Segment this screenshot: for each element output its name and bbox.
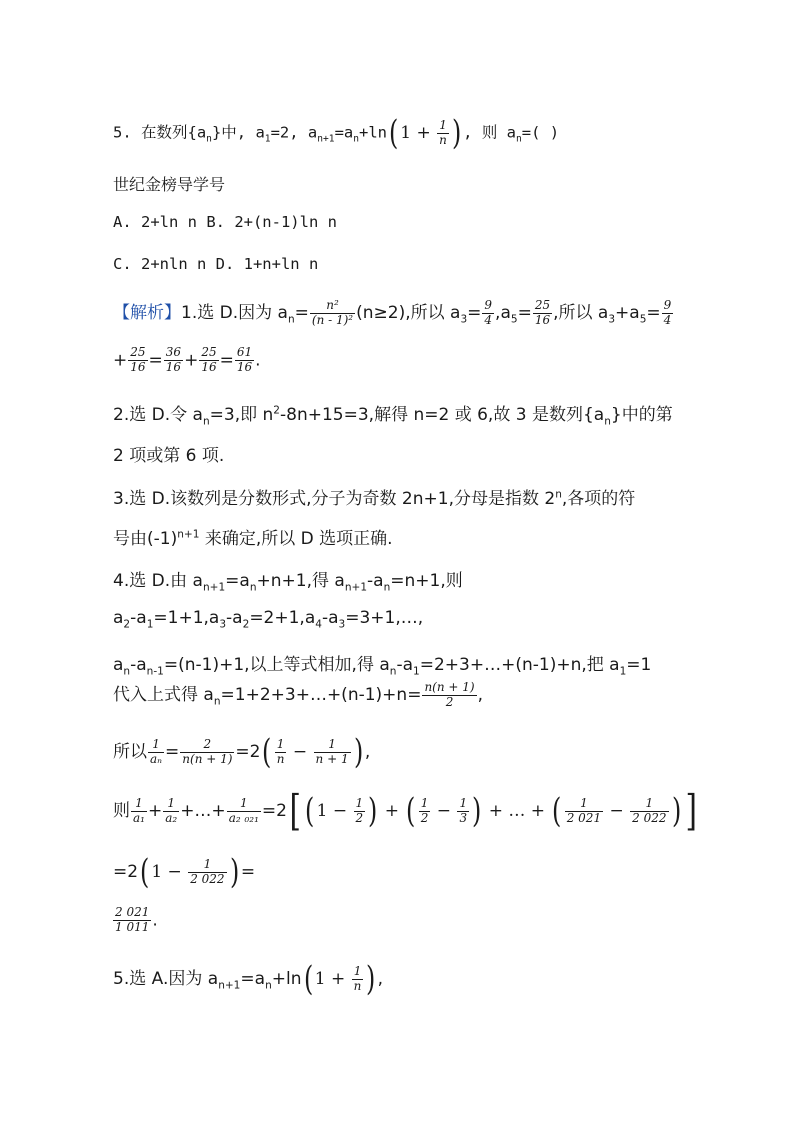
text: =n+1,则 [390, 571, 463, 591]
frac-num: 1 [439, 117, 447, 132]
frac-den: a₂ [165, 810, 178, 825]
frac-num: 9 [484, 297, 493, 312]
frac-den: 2 [422, 695, 476, 710]
text: = [467, 303, 482, 323]
fraction [354, 797, 366, 826]
solution-5-line-1 [113, 959, 384, 999]
plus: + [379, 801, 405, 821]
sub: n+1 [344, 581, 368, 594]
text: =1+2+3+…+(n-1)+n= [220, 685, 422, 705]
text: , [477, 685, 483, 705]
sub: 1 [146, 618, 154, 631]
paren: ( [140, 852, 150, 892]
frac-den: n [439, 132, 447, 147]
frac-den: 4 [484, 312, 493, 327]
stem-sub: n+1 [317, 133, 335, 145]
frac-num: 1 [328, 736, 336, 751]
stem-fraction [437, 119, 449, 148]
stem-sub: n [206, 133, 212, 145]
solution-2-line-2: 2 项或第 6 项. [113, 446, 225, 466]
minus: − [287, 742, 313, 762]
paren: ) [368, 791, 378, 831]
fraction [163, 797, 179, 826]
text: = [219, 350, 234, 371]
fraction [630, 797, 668, 826]
fraction [419, 797, 431, 826]
stem-text: =a [334, 123, 354, 142]
text: = [165, 742, 180, 762]
text: = [517, 303, 532, 323]
frac-num: 1 [645, 795, 654, 810]
sub: n [389, 665, 397, 678]
text: = [148, 350, 163, 371]
fraction [180, 738, 234, 767]
solution-4-line-2 [113, 608, 423, 630]
sup: 2 [273, 404, 280, 417]
bracket: ] [685, 786, 697, 835]
text: = [294, 303, 309, 323]
analysis-tag: 【解析】 [113, 303, 181, 323]
text: -a [321, 608, 339, 628]
text: (n≥2),所以 a [356, 303, 461, 323]
text: =2+3+…+(n-1)+n,把 a [419, 655, 620, 675]
text: ,各项的符 [561, 489, 636, 509]
text: 3.选 D.该数列是分数形式,分子为奇数 2n+1,分母是指数 2 [113, 489, 556, 509]
text: =2+1,a [249, 608, 316, 628]
sub: 3 [338, 618, 346, 631]
frac-den: 2 022 [190, 871, 225, 886]
text: =3+1,…, [345, 608, 424, 628]
stem-text: 5. 在数列{a [113, 123, 207, 142]
frac-den: a₁ [133, 810, 145, 825]
sub: 1 [413, 665, 420, 678]
text: -a [396, 655, 414, 675]
text: + [147, 801, 163, 821]
text: a [113, 608, 124, 628]
solution-3-line-2 [113, 524, 393, 549]
options-row-1: A. 2+ln n B. 2+(n-1)ln n [113, 213, 337, 231]
sub: n [202, 415, 210, 428]
fraction [113, 906, 151, 935]
sub: n [604, 415, 611, 428]
sub: n+1 [202, 581, 226, 594]
text: -a [226, 608, 243, 628]
sub: n [213, 695, 221, 708]
paren: ) [472, 791, 482, 831]
frac-den: n [276, 751, 285, 766]
math-text: 1 − [316, 801, 353, 821]
frac-den: 16 [130, 359, 146, 374]
paren: ( [389, 113, 399, 153]
solution-1-line-2 [113, 346, 261, 375]
text: =a [225, 571, 250, 591]
sub: 5 [639, 313, 647, 326]
text: +n+1,得 a [256, 571, 345, 591]
fraction [533, 299, 552, 328]
frac-num: 1 [420, 795, 429, 810]
frac-num: 1 [152, 736, 160, 751]
text: -a [130, 655, 147, 675]
paren: ( [406, 791, 416, 831]
frac-den: 4 [663, 312, 672, 327]
sub: 3 [460, 313, 468, 326]
paren: ) [229, 852, 239, 892]
text: 5.选 A.因为 a [113, 969, 219, 989]
text: 所以 [113, 742, 147, 762]
text: -a [130, 608, 147, 628]
text: 2.选 D.令 a [113, 405, 203, 425]
solution-4-line-3 [113, 650, 651, 677]
solution-4-line-8 [113, 906, 158, 935]
solution-2-line-1 [113, 400, 673, 427]
text: = [646, 303, 661, 323]
sub: n [287, 313, 295, 326]
math-text: 1 + [314, 969, 351, 989]
frac-num: 25 [201, 345, 217, 359]
frac-num: 1 [276, 736, 285, 751]
sub: n [265, 979, 272, 992]
fraction [314, 738, 351, 767]
paren: ) [366, 959, 376, 999]
sub: 3 [608, 313, 616, 326]
sub: 2 [123, 618, 131, 631]
frac-den: 16 [236, 359, 253, 374]
frac-den: 2 [420, 810, 429, 825]
frac-den: 2 021 [566, 810, 602, 825]
fraction [310, 299, 355, 328]
options-row-2: C. 2+nln n D. 1+n+ln n [113, 255, 319, 273]
frac-num: 36 [165, 345, 182, 359]
sub: 2 [242, 618, 250, 631]
frac-den: a₂ ₀₂₁ [228, 810, 259, 825]
fraction [164, 346, 183, 375]
stem-text: =2, a [270, 123, 318, 142]
text: + [113, 350, 128, 371]
text: =2 [113, 862, 139, 882]
text: =(n-1)+1,以上等式相加,得 a [163, 655, 390, 675]
frac-den: n(n + 1) [182, 751, 233, 766]
text: }中的第 [610, 405, 673, 425]
frac-den: 16 [165, 359, 182, 374]
math-text: 1 − [151, 862, 188, 882]
source-label: 世纪金榜导学号 [113, 175, 226, 194]
frac-den: 2 022 [632, 810, 667, 825]
frac-num: n² [326, 297, 339, 312]
frac-num: 1 [167, 795, 176, 810]
stem-text: }中, a [211, 123, 265, 142]
stem-sub: n [515, 133, 522, 145]
paren: ( [303, 959, 313, 999]
text: 号由(-1) [113, 529, 178, 549]
text: =1 [626, 655, 652, 675]
text: 4.选 D.由 a [113, 571, 203, 591]
text: =2 [235, 742, 261, 762]
frac-num: 25 [534, 297, 551, 312]
sub: n [383, 581, 391, 594]
frac-num: 61 [236, 345, 253, 359]
fraction [275, 738, 287, 767]
frac-den: 1 011 [115, 919, 150, 934]
fraction [422, 681, 476, 710]
stem-text: =( ) [521, 123, 560, 142]
text: ,a [495, 303, 511, 323]
paren: ) [671, 791, 681, 831]
fraction [352, 965, 364, 994]
text: =1+1,a [153, 608, 220, 628]
sub: n+1 [218, 979, 241, 992]
paren: ( [262, 732, 272, 772]
text: -a [367, 571, 384, 591]
solution-4-line-5 [113, 732, 371, 772]
text: +…+ [180, 801, 226, 821]
frac-den: aₙ [150, 751, 163, 766]
frac-num: n(n + 1) [424, 679, 475, 694]
stem-text: , 则 a [463, 123, 516, 142]
solution-4-line-7 [113, 852, 256, 892]
paren: ) [451, 113, 462, 153]
text: +ln [271, 969, 302, 989]
text: 来确定,所以 D 选项正确. [199, 529, 393, 549]
text: =2 [261, 801, 287, 821]
frac-den: 3 [459, 810, 468, 825]
frac-num: 1 [135, 795, 143, 810]
frac-num: 1 [580, 795, 588, 810]
frac-num: 9 [663, 297, 672, 312]
frac-den: n + 1 [315, 751, 349, 766]
text: = [240, 862, 256, 882]
text: a [113, 655, 124, 675]
stem-text: +ln [359, 123, 388, 142]
stem-sub: 1 [264, 133, 271, 145]
text: + [184, 350, 199, 371]
paren: ) [353, 732, 363, 772]
text: ,所以 a [553, 303, 609, 323]
frac-num: 2 021 [115, 905, 150, 919]
text: 则 [113, 801, 130, 821]
question-stem [113, 113, 560, 153]
minus: − [431, 801, 457, 821]
text: =3,即 n [209, 405, 274, 425]
frac-den: 16 [201, 359, 217, 374]
fraction [457, 797, 469, 826]
frac-num: 1 [203, 856, 212, 871]
fraction [565, 797, 603, 826]
frac-num: 1 [239, 795, 248, 810]
fraction [128, 346, 147, 375]
frac-den: (n - 1)² [311, 312, 354, 327]
sub: n [249, 581, 257, 594]
paren: ( [552, 791, 562, 831]
sub: n-1 [146, 665, 164, 678]
fraction [482, 299, 494, 328]
bracket: [ [289, 786, 301, 835]
sup: n [555, 488, 562, 501]
paren: ( [305, 791, 315, 831]
sub: n [123, 665, 131, 678]
stem-math: 1 + [400, 123, 437, 143]
dots: + … + [483, 801, 551, 821]
text: , [377, 969, 384, 989]
sub: 3 [219, 618, 227, 631]
fraction [188, 858, 226, 887]
sup: n+1 [177, 528, 200, 541]
text: , [364, 742, 371, 762]
fraction [662, 299, 674, 328]
frac-num: 1 [459, 795, 468, 810]
fraction [235, 346, 254, 375]
frac-num: 2 [203, 736, 212, 751]
frac-num: 25 [130, 345, 146, 359]
solution-1-line-1 [113, 298, 674, 327]
frac-den: n [353, 978, 362, 993]
text: +a [615, 303, 640, 323]
text: -8n+15=3,解得 n=2 或 6,故 3 是数列{a [280, 405, 605, 425]
sub: 4 [315, 618, 322, 631]
frac-den: 2 [355, 810, 364, 825]
sub: 1 [619, 665, 627, 678]
text: . [255, 350, 261, 371]
frac-num: 1 [355, 795, 364, 810]
solution-4-line-1 [113, 566, 463, 593]
solution-3-line-1 [113, 484, 635, 509]
sub: 5 [510, 313, 518, 326]
solution-4-line-4 [113, 680, 483, 709]
fraction [148, 738, 164, 767]
fraction [227, 797, 261, 826]
fraction [199, 346, 218, 375]
frac-num: 1 [353, 963, 362, 978]
text: . [152, 910, 158, 931]
stem-sub: n [353, 133, 360, 145]
text: 代入上式得 a [113, 685, 214, 705]
fraction [131, 797, 147, 826]
text: =a [240, 969, 266, 989]
text: 1.选 D.因为 a [181, 303, 288, 323]
frac-den: 16 [534, 312, 551, 327]
minus: − [604, 801, 630, 821]
solution-4-line-6 [113, 786, 699, 835]
